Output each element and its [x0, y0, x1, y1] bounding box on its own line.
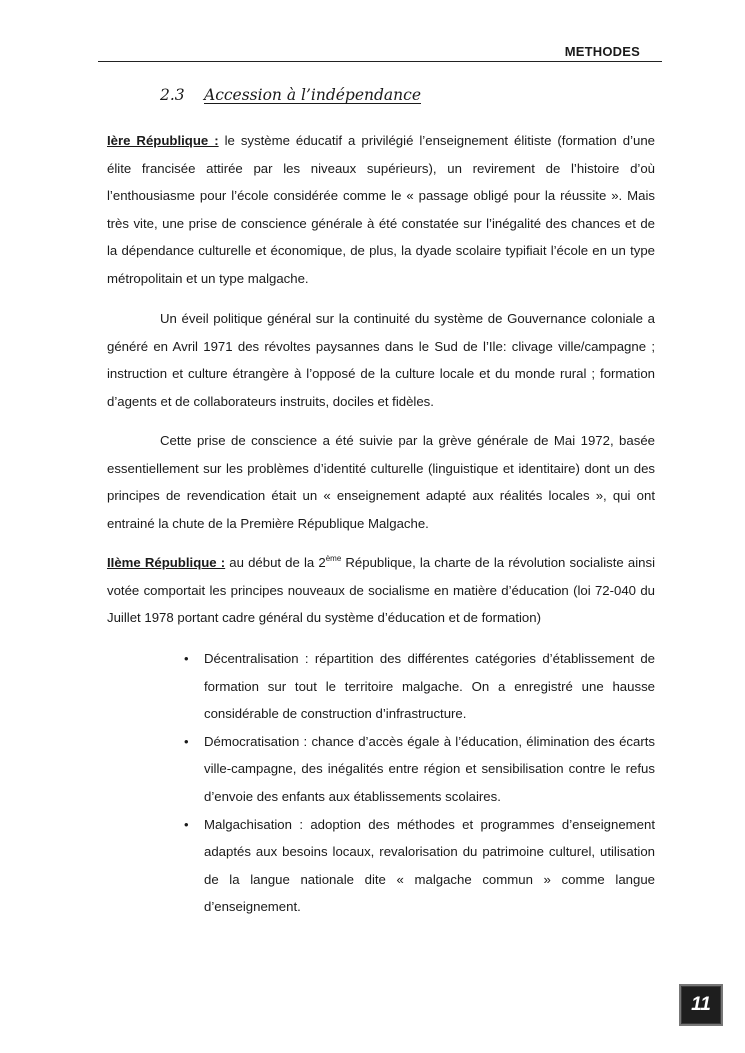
paragraph-second-republic [107, 549, 655, 632]
list-item-democratisation: • Démocratisation : chance d’accès égale à l’éducation, élimination des écarts ville-campagne, des inégalités entre région et sensibilisation contre le refus d’envoie des enfants aux établissements scolaires. [204, 728, 655, 811]
second-republic-text-after: République, la charte de la révolution socialiste ainsi votée comportait les principes nouveaux de socialisme en matière d’éducation (loi 72-040 du Juillet 1978 portant cadre général du système d’éducation et de formation) [107, 555, 655, 626]
first-republic-text: le système éducatif a privilégié l’enseignement élitiste (formation d’une élite francisée attirée par les niveaux supérieurs), un revirement de l’histoire d’où l’enthousiasme pour l’école considérée comme le « passage obligé pour la réussite ». Mais très vite, une prise de conscience générale à été constatée sur l’inégalité des chances et de la dépendance culturelle et économique, de plus, la dyade scolaire typifiait l’école en un type métropolitain et un type malgache. [107, 133, 656, 286]
paragraph-first-republic [107, 127, 655, 293]
first-republic-label: Ière République : [107, 133, 219, 148]
second-republic-label: IIème République : [107, 555, 226, 570]
paragraph-general-strike [107, 427, 655, 537]
header-rule [98, 61, 662, 62]
section-heading [160, 86, 421, 104]
section-number: 2.3 [160, 86, 185, 104]
second-republic-text-before: au début de la 2 [225, 555, 326, 570]
list-item-decentralisation: • Décentralisation : répartition des différentes catégories d’établissement de formation sur tout le territoire malgache. On a enregistré une hausse considérable de construction d’infrastructure. [204, 645, 655, 728]
page-number: 11 [691, 994, 711, 1015]
ordinal-superscript: ème [325, 553, 342, 563]
reform-bullet-list [204, 645, 655, 921]
section-title: Accession à l’indépendance [204, 86, 421, 104]
paragraph-political-awakening [107, 305, 655, 415]
general-strike-text: Cette prise de conscience a été suivie par la grève générale de Mai 1972, basée essentiellement sur les problèmes d’identité culturelle (linguistique et identitaire) dont un des principes de revendication était un « enseignement adapté aux réalités locales », qui ont entrainé la chute de la Première République Malgache. [107, 433, 655, 531]
page-number-box [679, 984, 723, 1026]
political-awakening-text: Un éveil politique général sur la continuité du système de Gouvernance coloniale a généré en Avril 1971 des révoltes paysannes dans le Sud de l’Ile: clivage ville/campagne ; instruction et culture étrangère à l’opposé de la culture locale et du monde rural ; formation d’agents et de collaborateurs instruits, dociles et fidèles. [107, 311, 655, 409]
running-header: METHODES [564, 44, 640, 59]
list-item-malgachisation: • Malgachisation : adoption des méthodes et programmes d’enseignement adaptés aux besoins locaux, revalorisation du patrimoine culturel, utilisation de la langue nationale dite « malgache commun » comme langue d’enseignement. [204, 811, 655, 921]
